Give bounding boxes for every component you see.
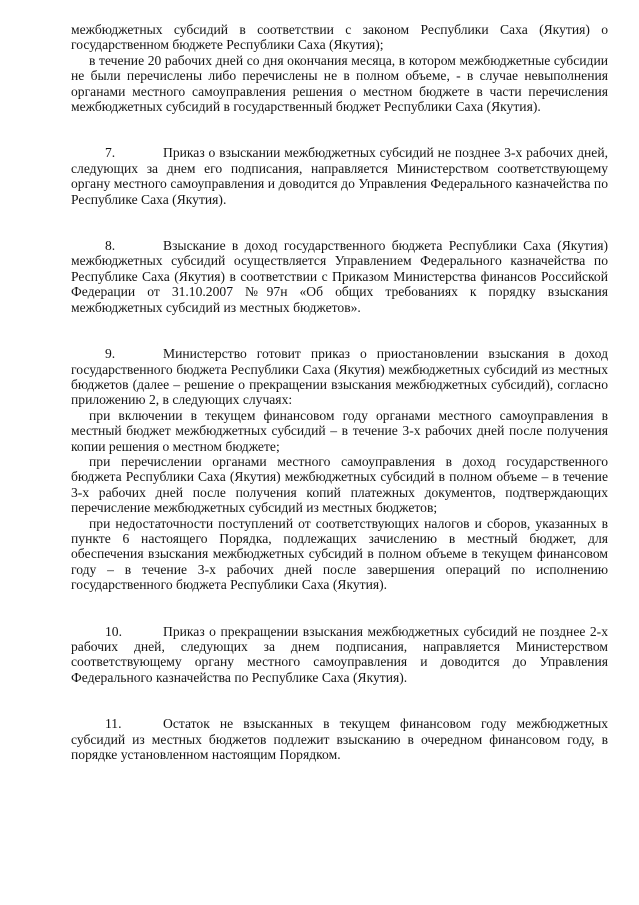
paragraph-8 <box>71 238 608 315</box>
paragraph-continuation: межбюджетных субсидий в соответствии с законом Республики Саха (Якутия) о государственном бюджете Республики Саха (Якутия); <box>71 22 608 53</box>
paragraph-number: 11. <box>105 716 122 732</box>
paragraph-9 <box>71 346 608 408</box>
paragraph-subitem: при недостаточности поступлений от соответствующих налогов и сборов, указанных в пункте 6 настоящего Порядка, подлежащих зачислению в местный бюджет, для обеспечения взыскания межбюджетных субсидий в полном объеме в текущем финансовом году – в течение 3-х рабочих дней после завершения операций по исполнению государственного бюджета Республики Саха (Якутия). <box>71 515 608 593</box>
paragraph-subitem: при включении в текущем финансовом году органами местного самоуправления в местный бюджет межбюджетных субсидий – в течение 3-х рабочих дней после получения копии решения о местном бюджете; <box>71 407 608 454</box>
document-page <box>71 22 608 762</box>
paragraph-10 <box>71 624 608 686</box>
paragraph-number: 8. <box>105 238 116 254</box>
paragraph-text: Приказ о взыскании межбюджетных субсидий не позднее 3-х рабочих дней, следующих за днем его подписания, направляется Министерством соответствующему органу местного самоуправления и доводится до Управления Федерального казначейства по Республике Саха (Якутия). <box>71 145 608 207</box>
paragraph-7 <box>71 145 608 207</box>
paragraph-text: Министерство готовит приказ о приостановлении взыскания в доход государственного бюджета Республики Саха (Якутия) межбюджетных субсидий из местных бюджетов (далее – решение о прекращении взыскания межбюджетных субсидий), согласно приложению 2, в следующих случаях: <box>71 346 608 408</box>
paragraph-number: 9. <box>105 346 116 362</box>
paragraph-number: 10. <box>105 623 122 639</box>
paragraph-subitem: в течение 20 рабочих дней со дня окончания месяца, в котором межбюджетные субсидии не были перечислены либо перечислены не в полном объеме, - в случае невыполнения органами местного самоуправления решения о местном бюджете в части перечисления межбюджетных субсидий в государственный бюджет Республики Саха (Якутия). <box>71 52 608 115</box>
paragraph-text: Остаток не взысканных в текущем финансовом году межбюджетных субсидий из местных бюджетов подлежит взысканию в очередном финансовом году, в порядке установленном настоящим Порядком. <box>71 716 608 763</box>
paragraph-11 <box>71 716 608 762</box>
paragraph-text: Приказ о прекращении взыскания межбюджетных субсидий не позднее 2-х рабочих дней, следующих за днем подписания, направляется Министерством соответствующему органу местного самоуправления и доводится до Управления Федерального казначейства по Республике Саха (Якутия). <box>71 623 608 685</box>
paragraph-subitem: при перечислении органами местного самоуправления в доход государственного бюджета Республики Саха (Якутия) межбюджетных субсидий в полном объеме – в течение 3-х рабочих дней после получения копий платежных документов, подтверждающих перечисление межбюджетных субсидий из местных бюджетов; <box>71 453 608 516</box>
paragraph-number: 7. <box>105 145 116 161</box>
paragraph-text: Взыскание в доход государственного бюджета Республики Саха (Якутия) межбюджетных субсидий осуществляется Управлением Федерального казначейства по Республике Саха (Якутия) в соответствии с Приказом Министерства финансов Российской Федерации от 31.10.2007 №97н «Об общих требованиях к порядку взыскания межбюджетных субсидий из местных бюджетов». <box>71 238 608 315</box>
